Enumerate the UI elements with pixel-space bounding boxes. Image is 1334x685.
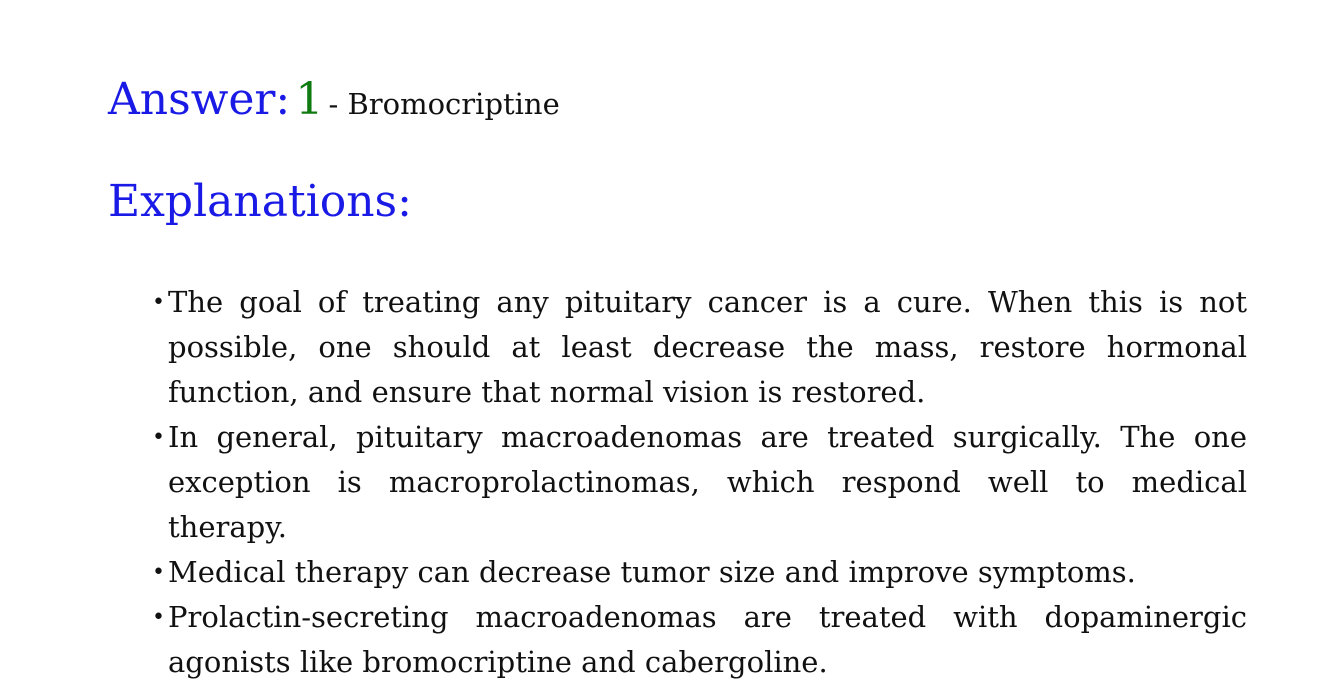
bullet-icon: •	[152, 425, 165, 450]
explanations-list	[152, 280, 1247, 685]
list-item	[152, 550, 1247, 595]
answer-number: 1	[295, 74, 324, 125]
list-item-text: Prolactin-secreting macroadenomas are treated with dopaminergic agonists like bromocriptine and cabergoline.	[168, 600, 1247, 679]
list-item	[152, 595, 1247, 685]
explanations-heading: Explanations:	[108, 176, 412, 227]
list-item-text: Medical therapy can decrease tumor size and improve symptoms.	[168, 555, 1136, 589]
bullet-icon: •	[152, 605, 165, 630]
answer-line	[108, 74, 560, 125]
answer-label: Answer:	[108, 74, 291, 125]
list-item-text: The goal of treating any pituitary cancer is a cure. When this is not possible, one should at least decrease the mass, restore hormonal function, and ensure that normal vision is restored.	[168, 285, 1247, 409]
bullet-icon: •	[152, 290, 165, 315]
bullet-icon: •	[152, 560, 165, 585]
list-item	[152, 415, 1247, 550]
list-item-text: In general, pituitary macroadenomas are treated surgically. The one exception is macroprolactinomas, which respond well to medical therapy.	[168, 420, 1247, 544]
list-item	[152, 280, 1247, 415]
answer-text: - Bromocriptine	[328, 87, 560, 121]
